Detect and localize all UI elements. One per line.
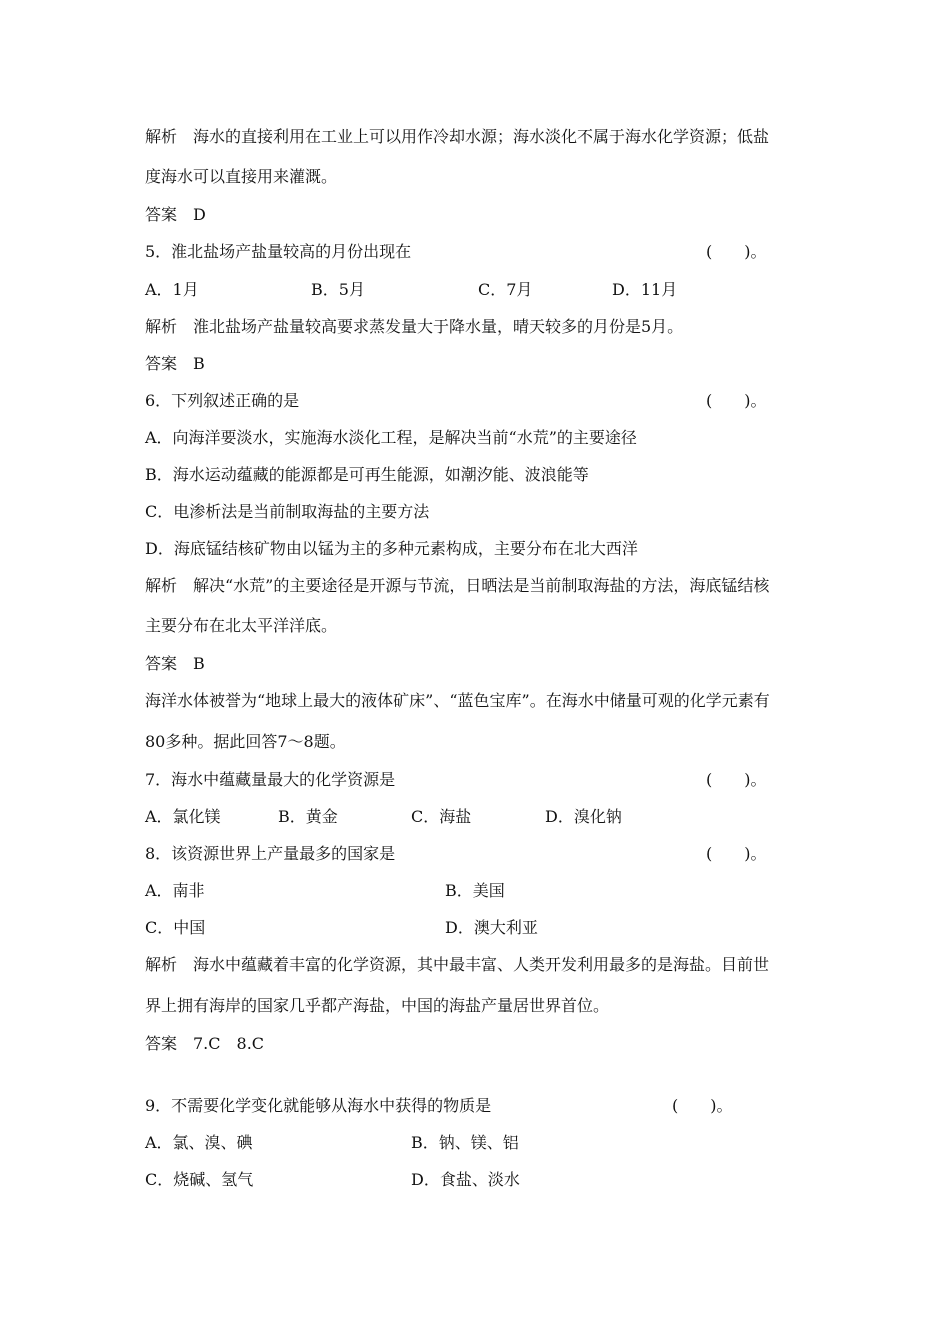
q5-analysis: 解析 淮北盐场产盐量较高要求蒸发量大于降水量，晴天较多的月份是5月。 <box>145 317 684 336</box>
q5-option-b: B．5月 <box>311 280 365 299</box>
q9-option-d: D．食盐、淡水 <box>411 1170 520 1189</box>
q4-analysis-line-2: 度海水可以直接用来灌溉。 <box>145 167 338 186</box>
q9-option-a: A．氯、溴、碘 <box>145 1133 253 1152</box>
q8-stem: 8．该资源世界上产量最多的国家是 <box>145 844 396 863</box>
q6-answer-blank: ( )。 <box>706 391 767 410</box>
q7-answer-blank: ( )。 <box>706 770 767 789</box>
q7-option-b: B．黄金 <box>278 807 338 826</box>
intro-line-2: 80多种。据此回答7～8题。 <box>145 732 346 751</box>
q8-option-b: B．美国 <box>445 881 505 900</box>
q8-option-c: C．中国 <box>145 918 206 937</box>
q6-option-a: A．向海洋要淡水，实施海水淡化工程，是解决当前“水荒”的主要途径 <box>145 428 637 447</box>
intro-line-1: 海洋水体被誉为“地球上最大的液体矿床”、“蓝色宝库”。在海水中储量可观的化学元素有 <box>145 691 770 710</box>
q5-option-d: D．11月 <box>612 280 678 299</box>
q5-stem: 5．淮北盐场产盐量较高的月份出现在 <box>145 242 412 261</box>
q6-option-d: D．海底锰结核矿物由以锰为主的多种元素构成，主要分布在北大西洋 <box>145 539 638 558</box>
q7-option-d: D．溴化钠 <box>545 807 622 826</box>
q7-stem: 7．海水中蕴藏量最大的化学资源是 <box>145 770 396 789</box>
q8-answer-blank: ( )。 <box>706 844 767 863</box>
q9-stem: 9．不需要化学变化就能够从海水中获得的物质是 <box>145 1096 492 1115</box>
q78-analysis-line-1: 解析 海水中蕴藏着丰富的化学资源，其中最丰富、人类开发利用最多的是海盐。目前世 <box>145 955 770 974</box>
q6-option-c: C．电渗析法是当前制取海盐的主要方法 <box>145 502 430 521</box>
q78-answer: 答案 7.C 8.C <box>145 1034 265 1053</box>
q7-option-a: A．氯化镁 <box>145 807 221 826</box>
q6-analysis-line-1: 解析 解决“水荒”的主要途径是开源与节流，日晒法是当前制取海盐的方法，海底锰结核 <box>145 576 770 595</box>
q5-option-a: A．1月 <box>145 280 199 299</box>
q6-option-b: B．海水运动蕴藏的能源都是可再生能源，如潮汐能、波浪能等 <box>145 465 589 484</box>
q6-stem: 6．下列叙述正确的是 <box>145 391 300 410</box>
q9-option-b: B．钠、镁、铝 <box>411 1133 519 1152</box>
q6-answer: 答案 B <box>145 654 205 673</box>
q6-analysis-line-2: 主要分布在北太平洋洋底。 <box>145 616 338 635</box>
q9-option-c: C．烧碱、氢气 <box>145 1170 254 1189</box>
q5-answer-blank: ( )。 <box>706 242 767 261</box>
q9-answer-blank: ( )。 <box>672 1096 733 1115</box>
q78-analysis-line-2: 界上拥有海岸的国家几乎都产海盐，中国的海盐产量居世界首位。 <box>145 996 610 1015</box>
q8-option-d: D．澳大利亚 <box>445 918 538 937</box>
q8-option-a: A．南非 <box>145 881 205 900</box>
q7-option-c: C．海盐 <box>411 807 472 826</box>
q4-analysis-line-1: 解析 海水的直接利用在工业上可以用作冷却水源；海水淡化不属于海水化学资源；低盐 <box>145 127 770 146</box>
q5-option-c: C．7月 <box>478 280 533 299</box>
q5-answer: 答案 B <box>145 354 205 373</box>
q4-answer: 答案 D <box>145 205 206 224</box>
